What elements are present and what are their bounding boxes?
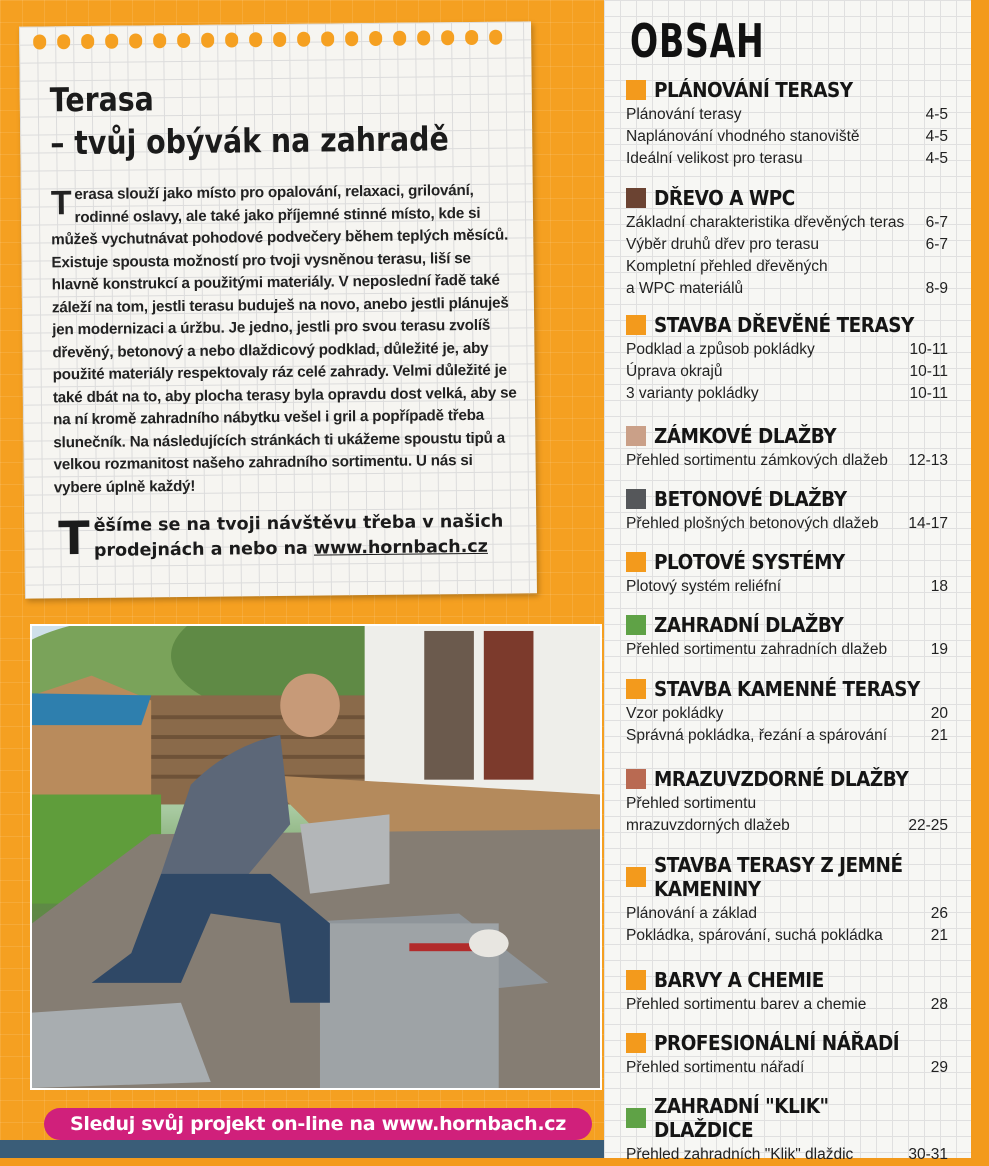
binder-hole	[105, 34, 118, 49]
toc-title: OBSAH	[630, 14, 765, 68]
toc-section-heading[interactable]	[626, 313, 948, 337]
binder-hole	[249, 32, 262, 47]
toc-items	[626, 212, 948, 300]
section-color-swatch	[626, 188, 646, 208]
card-title: Terasa – tvůj obývák na zahradě	[49, 79, 449, 163]
toc-entry[interactable]	[626, 212, 948, 234]
section-label: STAVBA KAMENNÉ TERASY	[654, 677, 920, 701]
toc-section	[626, 550, 948, 598]
toc-entry-text: Přehled sortimentu mrazuvzdorných dlažeb	[626, 795, 790, 834]
toc-entry[interactable]	[626, 126, 948, 148]
toc-entry[interactable]	[626, 994, 948, 1016]
section-label: BARVY A CHEMIE	[654, 968, 824, 992]
toc-section-heading[interactable]	[626, 487, 948, 511]
toc-entry-page: 10-11	[909, 385, 948, 402]
toc-entry-text: Přehled plošných betonových dlažeb	[626, 515, 879, 532]
binder-hole	[465, 30, 478, 45]
section-label: MRAZUVZDORNÉ DLAŽBY	[654, 767, 909, 791]
toc-entry-page: 22-25	[908, 817, 948, 834]
toc-entry[interactable]	[626, 104, 948, 126]
body-dropcap: T	[50, 184, 72, 223]
toc-entry[interactable]	[626, 361, 948, 383]
toc-section-heading[interactable]	[626, 1094, 948, 1142]
toc-section-heading[interactable]	[626, 1031, 948, 1055]
toc-items	[626, 793, 948, 837]
binder-hole	[441, 30, 454, 45]
section-label: DŘEVO A WPC	[654, 186, 795, 210]
section-color-swatch	[626, 1033, 646, 1053]
toc-entry-page: 12-13	[908, 452, 948, 469]
toc-entry-text: 3 varianty pokládky	[626, 385, 759, 402]
toc-items	[626, 450, 948, 472]
toc-entry-page: 18	[930, 578, 948, 595]
toc-section	[626, 78, 948, 170]
toc-section	[626, 1094, 948, 1166]
toc-entry[interactable]	[626, 148, 948, 170]
binder-hole	[273, 32, 286, 47]
card-cta	[58, 509, 518, 564]
toc-entry-page: 26	[930, 905, 948, 922]
toc-section	[626, 767, 948, 837]
toc-entry-text: Pokládka, spárování, suchá pokládka	[626, 927, 883, 944]
toc-entry-text: Plánování terasy	[626, 106, 742, 123]
toc-section-heading[interactable]	[626, 550, 948, 574]
intro-card	[19, 21, 537, 598]
section-label: STAVBA DŘEVĚNÉ TERASY	[654, 313, 914, 337]
binder-hole	[321, 31, 334, 46]
toc-section-heading[interactable]	[626, 677, 948, 701]
toc-edge	[971, 0, 989, 1158]
binder-hole	[393, 31, 406, 46]
section-color-swatch	[626, 1108, 646, 1128]
toc-entry-page: 28	[930, 996, 948, 1013]
toc-entry-page: 14-17	[908, 515, 948, 532]
toc-section	[626, 677, 948, 747]
toc-entry[interactable]	[626, 793, 948, 837]
toc-panel	[604, 0, 989, 1163]
toc-entry[interactable]	[626, 339, 948, 361]
toc-items	[626, 639, 948, 661]
toc-entry[interactable]	[626, 1144, 948, 1166]
section-label: PLOTOVÉ SYSTÉMY	[654, 550, 845, 574]
toc-entry-page: 4-5	[925, 128, 948, 145]
toc-items	[626, 513, 948, 535]
toc-entry[interactable]	[626, 1057, 948, 1079]
toc-items	[626, 1144, 948, 1166]
toc-entry-text: Přehled zahradních "Klik" dlaždic	[626, 1146, 854, 1163]
toc-entry-page: 20	[930, 705, 948, 722]
toc-entry-text: Plánování a základ	[626, 905, 757, 922]
binder-hole	[225, 32, 238, 47]
toc-section	[626, 487, 948, 535]
toc-entry-text: Vzor pokládky	[626, 705, 724, 722]
section-label: ZAHRADNÍ "KLIK" DLAŽDICE	[654, 1094, 829, 1142]
section-color-swatch	[626, 80, 646, 100]
toc-section	[626, 853, 948, 947]
toc-items	[626, 903, 948, 947]
toc-entry-text: Základní charakteristika dřevěných teras	[626, 214, 905, 231]
toc-entry-page: 10-11	[909, 363, 948, 380]
toc-entry-text: Správná pokládka, řezání a spárování	[626, 727, 888, 744]
toc-entry-page: 21	[930, 927, 948, 944]
toc-entry[interactable]	[626, 450, 948, 472]
binder-hole	[369, 31, 382, 46]
section-label: STAVBA TERASY Z JEMNÉ KAMENINY	[654, 853, 903, 901]
toc-entry-text: Plotový systém reliéfní	[626, 578, 782, 595]
section-color-swatch	[626, 552, 646, 572]
toc-items	[626, 994, 948, 1016]
toc-section	[626, 1031, 948, 1079]
toc-entry[interactable]	[626, 925, 948, 947]
toc-entry-text: Přehled sortimentu zahradních dlažeb	[626, 641, 888, 658]
binder-hole	[153, 33, 166, 48]
section-color-swatch	[626, 769, 646, 789]
section-color-swatch	[626, 679, 646, 699]
toc-entry[interactable]	[626, 256, 948, 300]
toc-section-heading[interactable]	[626, 78, 948, 102]
toc-entry-page: 4-5	[925, 150, 948, 167]
toc-entry-page: 29	[930, 1059, 948, 1076]
toc-section-heading[interactable]	[626, 968, 948, 992]
toc-entry-page: 30-31	[908, 1146, 948, 1163]
toc-entry-page: 6-7	[925, 214, 948, 231]
section-color-swatch	[626, 489, 646, 509]
binder-hole	[489, 30, 502, 45]
cta-link[interactable]: www.hornbach.cz	[313, 536, 488, 559]
bottom-strip	[0, 1140, 610, 1158]
binder-hole	[57, 34, 70, 49]
toc-section-heading[interactable]	[626, 186, 948, 210]
binder-hole	[345, 31, 358, 46]
section-label: ZAHRADNÍ DLAŽBY	[654, 613, 844, 637]
toc-entry[interactable]	[626, 576, 948, 598]
cta-dropcap: T	[58, 510, 91, 566]
binder-hole	[201, 33, 214, 48]
toc-section-heading[interactable]	[626, 853, 948, 901]
toc-entry-text: Úprava okrajů	[626, 363, 723, 380]
toc-section	[626, 186, 948, 300]
toc-entry[interactable]	[626, 639, 948, 661]
toc-entry-text: Přehled sortimentu nářadí	[626, 1059, 805, 1076]
toc-entry[interactable]	[626, 383, 948, 405]
section-color-swatch	[626, 426, 646, 446]
section-color-swatch	[626, 615, 646, 635]
toc-entry-text: Kompletní přehled dřevěných a WPC materiálů	[626, 258, 828, 297]
toc-section-heading[interactable]	[626, 424, 948, 448]
section-label: ZÁMKOVÉ DLAŽBY	[654, 424, 837, 448]
section-color-swatch	[626, 315, 646, 335]
toc-section	[626, 424, 948, 472]
toc-entry-text: Přehled sortimentu zámkových dlažeb	[626, 452, 888, 469]
online-banner[interactable]: Sleduj svůj projekt on-line na www.hornbach.cz	[44, 1108, 592, 1140]
section-label: PLÁNOVÁNÍ TERASY	[654, 78, 853, 102]
toc-entry[interactable]	[626, 903, 948, 925]
binder-holes	[33, 29, 521, 50]
toc-entry[interactable]	[626, 513, 948, 535]
toc-entry-page: 8-9	[925, 280, 948, 297]
toc-entry-page: 19	[930, 641, 948, 658]
body-text: erasa slouží jako místo pro opalování, relaxaci, grilování, rodinné oslavy, ale také jako příjemné stinné místo, kde si můžeš vychutnávat pohodové podvečery během teplých měsíců. Existuje spousta možností pro tvoji vysněnou terasu, liší se hlavně konstrukcí a použitými materiály. V neposlední řadě také záleží na tom, jestli terasu buduješ na novo, anebo jestli plánuješ jen modernizaci a úržbu. Je jedno, jestli pro svou terasu zvolíš dřevěný, betonový a nebo dlaždicový podklad, důležité je, aby použité materiály respektovaly ráz celé zahrady. Velmi důležité je také dbát na to, aby plocha terasy byla opravdu dost velká, aby se na ní kromě zahradního nábytku vešel i gril a popřípadě třeba slunečník. Na následujících stránkách ti ukážeme spoustu tipů a velkou rozmanitost našeho zahradního sortimentu. U nás si vybere úplně každý!	[51, 181, 517, 496]
toc-entry[interactable]	[626, 234, 948, 256]
toc-entry-text: Výběr druhů dřev pro terasu	[626, 236, 819, 253]
toc-section	[626, 313, 948, 405]
toc-section-heading[interactable]	[626, 613, 948, 637]
binder-hole	[417, 30, 430, 45]
toc-entry-text: Naplánování vhodného stanoviště	[626, 128, 860, 145]
binder-hole	[297, 32, 310, 47]
toc-entry[interactable]	[626, 725, 948, 747]
toc-items	[626, 339, 948, 405]
toc-entry-page: 21	[930, 727, 948, 744]
toc-entry-page: 10-11	[909, 341, 948, 358]
toc-entry[interactable]	[626, 703, 948, 725]
section-label: PROFESIONÁLNÍ NÁŘADÍ	[654, 1031, 900, 1055]
toc-items	[626, 703, 948, 747]
section-color-swatch	[626, 867, 646, 887]
binder-hole	[33, 34, 46, 49]
toc-section	[626, 613, 948, 661]
terrace-photo	[30, 624, 602, 1090]
toc-items	[626, 104, 948, 170]
toc-entry-text: Přehled sortimentu barev a chemie	[626, 996, 867, 1013]
toc-items	[626, 1057, 948, 1079]
toc-entry-text: Podklad a způsob pokládky	[626, 341, 815, 358]
cta-text: ěšíme se na tvoji návštěvu třeba v našich prodejnách a nebo na	[93, 511, 504, 561]
card-body	[51, 179, 522, 499]
binder-hole	[129, 33, 142, 48]
binder-hole	[177, 33, 190, 48]
toc-entry-page: 4-5	[925, 106, 948, 123]
toc-entry-page: 6-7	[925, 236, 948, 253]
section-label: BETONOVÉ DLAŽBY	[654, 487, 847, 511]
toc-items	[626, 576, 948, 598]
toc-section-heading[interactable]	[626, 767, 948, 791]
toc-section	[626, 968, 948, 1016]
section-color-swatch	[626, 970, 646, 990]
toc-entry-text: Ideální velikost pro terasu	[626, 150, 803, 167]
terrace-photo-illustration	[32, 626, 600, 1088]
binder-hole	[81, 34, 94, 49]
